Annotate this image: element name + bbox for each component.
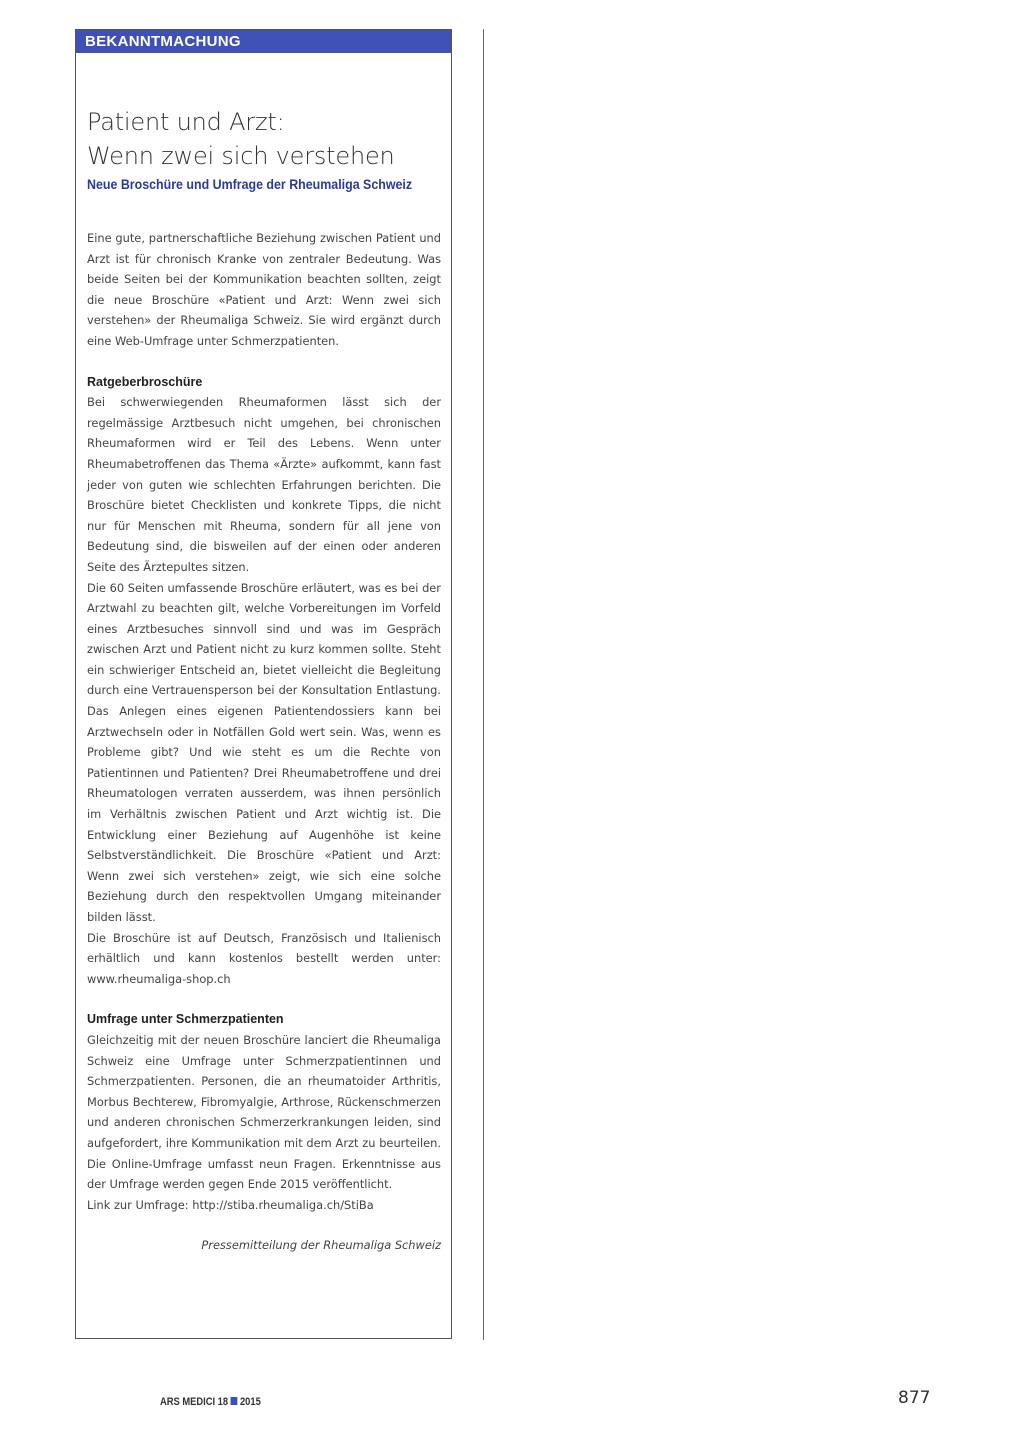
- paragraph: Bei schwerwiegenden Rheumaformen lässt sich der regelmässige Arztbesuch nicht umgehen, bei chronischen Rheumaformen wird er Teil des Lebens. Wenn unter Rheumabetroffenen das Thema «Ärzte» aufkommt, kann fast jeder von guten wie schlechten Erfahrungen berichten. Die Broschüre bietet Checklisten und konkrete Tipps, die nicht nur für Menschen mit Rheuma, sondern für all jene von Bedeutung sind, die bisweilen auf der einen oder anderen Seite des Ärztepultes sitzen.: [87, 395, 441, 574]
- square-separator-icon: [231, 1397, 238, 1405]
- intro-paragraph: Eine gute, partnerschaftliche Beziehung zwischen Patient und Arzt ist für chronisch Kranke von zentraler Bedeutung. Was beide Seiten bei der Kommunikation beachten sollten, zeigt die neue Broschüre «Patient und Arzt: Wenn zwei sich verstehen» der Rheumaliga Schweiz. Sie wird ergänzt durch eine Web-Umfrage unter Schmerzpatienten.: [87, 231, 441, 348]
- title-line-2: Wenn zwei sich verstehen: [87, 142, 395, 170]
- title-line-1: Patient und Arzt:: [87, 108, 285, 136]
- section-banner: BEKANNTMACHUNG: [76, 30, 451, 53]
- article-body: [87, 228, 441, 1256]
- article-title: [87, 105, 441, 173]
- paragraph: Gleichzeitig mit der neuen Broschüre lanciert die Rheumaliga Schweiz eine Umfrage unter Schmerzpatientinnen und Schmerzpatienten. Personen, die an rheumatoider Arthritis, Morbus Bechterew, Fibromyalgie, Arthrose, Rückenschmerzen und anderen chronischen Schmerzerkrankungen leiden, sind aufgefordert, ihre Kommunikation mit dem Arzt zu beurteilen. Die Online-Umfrage umfasst neun Fragen. Erkenntnisse aus der Umfrage werden gegen Ende 2015 veröffentlicht.: [87, 1032, 441, 1192]
- press-release-source: Pressemitteilung der Rheumaliga Schweiz: [201, 1238, 441, 1253]
- announcement-box: [75, 29, 452, 1339]
- column-divider: [483, 29, 484, 1340]
- survey-link-line: Link zur Umfrage: http://stiba.rheumaliga.ch/StiBa: [87, 1197, 374, 1212]
- footer-publication: [160, 1396, 261, 1408]
- article-content: [87, 105, 441, 1256]
- paragraph: Die 60 Seiten umfassende Broschüre erläutert, was es bei der Arztwahl zu beachten gilt, welche Vorbereitungen im Vorfeld eines Arztbesuches sinnvoll sind und was im Gespräch zwischen Arzt und Patient nicht zu kurz kommen sollte. Steht ein schwieriger Entscheid an, bietet vielleicht die Begleitung durch eine Vertrauensperson bei der Konsultation Entlastung. Das Anlegen eines eigenen Patientendossiers kann bei Arztwechseln oder in Notfällen Gold wert sein. Was, wenn es Probleme gibt? Und wie steht es um die Rechte von Patientinnen und Patienten? Drei Rheumabetroffene und drei Rheumatologen verraten ausserdem, was ihnen persönlich im Verhältnis zwischen Patient und Arzt wichtig ist. Die Entwicklung einer Beziehung auf Augenhöhe ist keine Selbstverständlichkeit. Die Broschüre «Patient und Arzt: Wenn zwei sich verstehen» zeigt, wie sich eine solche Beziehung durch den respektvollen Umgang miteinander bilden lässt.: [87, 580, 441, 924]
- publication-name: ARS MEDICI 18: [160, 1396, 229, 1408]
- page-number: 877: [898, 1388, 931, 1408]
- section-heading-umfrage: Umfrage unter Schmerzpatienten: [87, 1012, 284, 1027]
- section-heading-ratgeber: Ratgeberbroschüre: [87, 374, 203, 389]
- article-subtitle: Neue Broschüre und Umfrage der Rheumaliga Schweiz: [87, 177, 413, 192]
- paragraph: Die Broschüre ist auf Deutsch, Französisch und Italienisch erhältlich und kann kostenlos bestellt werden unter: www.rheumaliga-shop.ch: [87, 930, 441, 986]
- publication-year: 2015: [239, 1396, 261, 1408]
